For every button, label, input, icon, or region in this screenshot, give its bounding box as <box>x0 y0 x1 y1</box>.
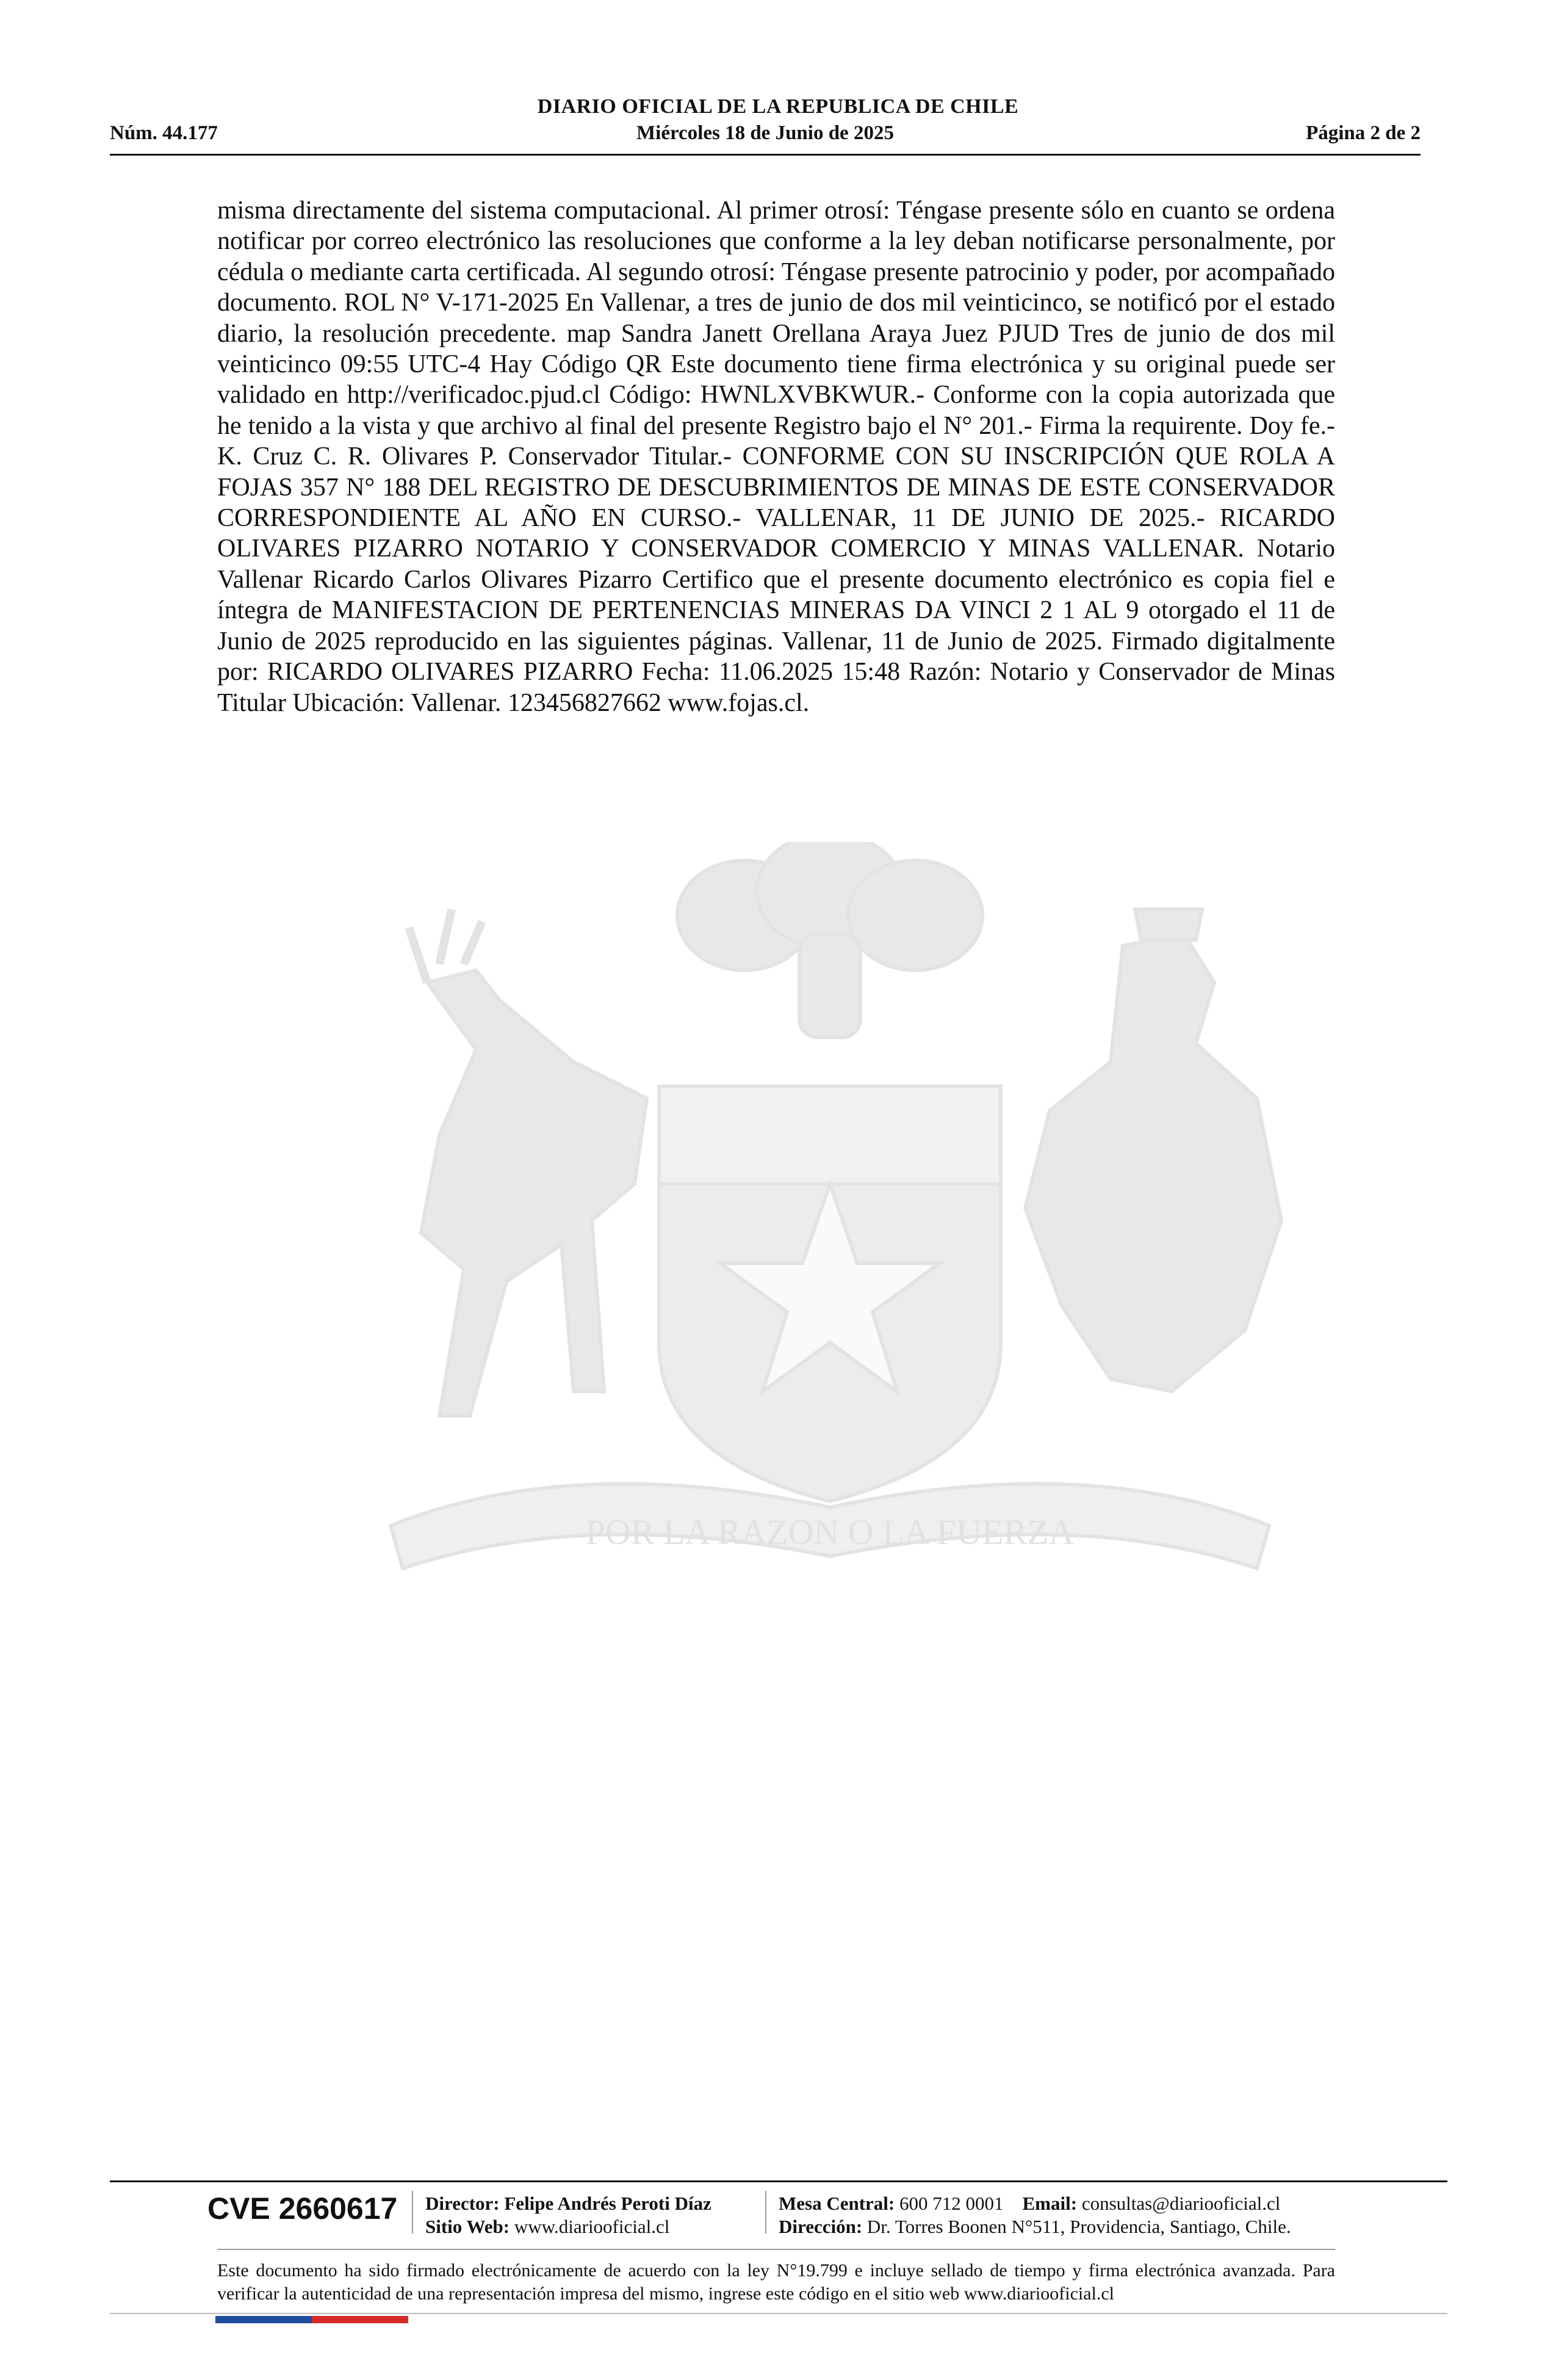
document-body-text: misma directamente del sistema computacional. Al primer otrosí: Téngase presente sólo en cuanto se ordena notificar por correo electrónico las resoluciones que conforme a la ley deban notificarse personalmente, por cédula o mediante carta certificada. Al segundo otrosí: Téngase presente patrocinio y poder, por acompañado documento. ROL N° V-171-2025 En Vallenar, a tres de junio de dos mil veinticinco, se notificó por el estado diario, la resolución precedente. map Sandra Janett Orellana Araya Juez PJUD Tres de junio de dos mil veinticinco 09:55 UTC-4 Hay Código QR Este documento tiene firma electrónica y su original puede ser validado en http://verificadoc.pjud.cl Código: HWNLXVBKWUR.- Conforme con la copia autorizada que he tenido a la vista y que archivo al final del presente Registro bajo el N° 201.- Firma la requirente. Doy fe.- K. Cruz C. R. Olivares P. Conservador Titular.- CONFORME CON SU INSCRIPCIÓN QUE ROLA A FOJAS 357 N° 188 DEL REGISTRO DE DESCUBRIMIENTOS DE MINAS DE ESTE CONSERVADOR CORRESPONDIENTE AL AÑO EN CURSO.- VALLENAR, 11 DE JUNIO DE 2025.- RICARDO OLIVARES PIZARRO NOTARIO Y CONSERVADOR COMERCIO Y MINAS VALLENAR. Notario Vallenar Ricardo Carlos Olivares Pizarro Certifico que el presente documento electrónico es copia fiel e íntegra de MANIFESTACION DE PERTENENCIAS MINERAS DA VINCI 2 1 AL 9 otorgado el 11 de Junio de 2025 reproducido en las siguientes páginas. Vallenar, 11 de Junio de 2025. Firmado digitalmente por: RICARDO OLIVARES PIZARRO Fecha: 11.06.2025 15:48 Razón: Notario y Conservador de Minas Titular Ubicación: Vallenar. 123456827662 www.fojas.cl. <box>217 197 1335 717</box>
site-url[interactable]: www.diariooficial.cl <box>514 2216 670 2237</box>
coat-of-arms-watermark-icon <box>317 842 1342 1672</box>
flag-stripe-red <box>312 2316 408 2323</box>
cve-code: CVE 2660617 <box>207 2191 398 2226</box>
footer-separator <box>412 2191 413 2234</box>
coat-of-arms-motto: POR LA RAZON O LA FUERZA <box>585 1512 1075 1552</box>
newspaper-title: DIARIO OFICIAL DE LA REPUBLICA DE CHILE <box>537 95 1019 118</box>
footer-divider-top <box>110 2180 1447 2182</box>
page-indicator: Página 2 de 2 <box>1306 122 1421 144</box>
director-label: Director: <box>425 2193 500 2214</box>
flag-stripe-blue <box>215 2316 312 2323</box>
email-label: Email: <box>1022 2193 1078 2214</box>
footer-director-block <box>425 2192 711 2238</box>
site-label: Sitio Web: <box>425 2216 510 2237</box>
email-address[interactable]: consultas@diariooficial.cl <box>1081 2193 1281 2214</box>
address-value: Dr. Torres Boonen N°511, Providencia, Santiago, Chile. <box>866 2216 1291 2237</box>
phone-number: 600 712 0001 <box>899 2193 1004 2214</box>
electronic-signature-notice: Este documento ha sido firmado electrónicamente de acuerdo con la ley N°19.799 e incluye sellado de tiempo y firma electrónica avanzada. Para verificar la autenticidad de una representación impresa del mismo, ingrese este código en el sitio web www.diariooficial.cl <box>217 2260 1335 2304</box>
footer-separator <box>765 2191 766 2234</box>
footer-divider-bottom <box>110 2313 1447 2314</box>
footer-contact-block <box>779 2192 1291 2238</box>
header-divider <box>110 154 1421 156</box>
issue-date: Miércoles 18 de Junio de 2025 <box>636 122 894 144</box>
phone-label: Mesa Central: <box>779 2193 895 2214</box>
director-name: Felipe Andrés Peroti Díaz <box>504 2193 711 2214</box>
address-label: Dirección: <box>779 2216 863 2237</box>
issue-number: Núm. 44.177 <box>110 122 218 144</box>
header-row <box>110 122 1421 149</box>
footer-divider-mid <box>217 2249 1335 2250</box>
